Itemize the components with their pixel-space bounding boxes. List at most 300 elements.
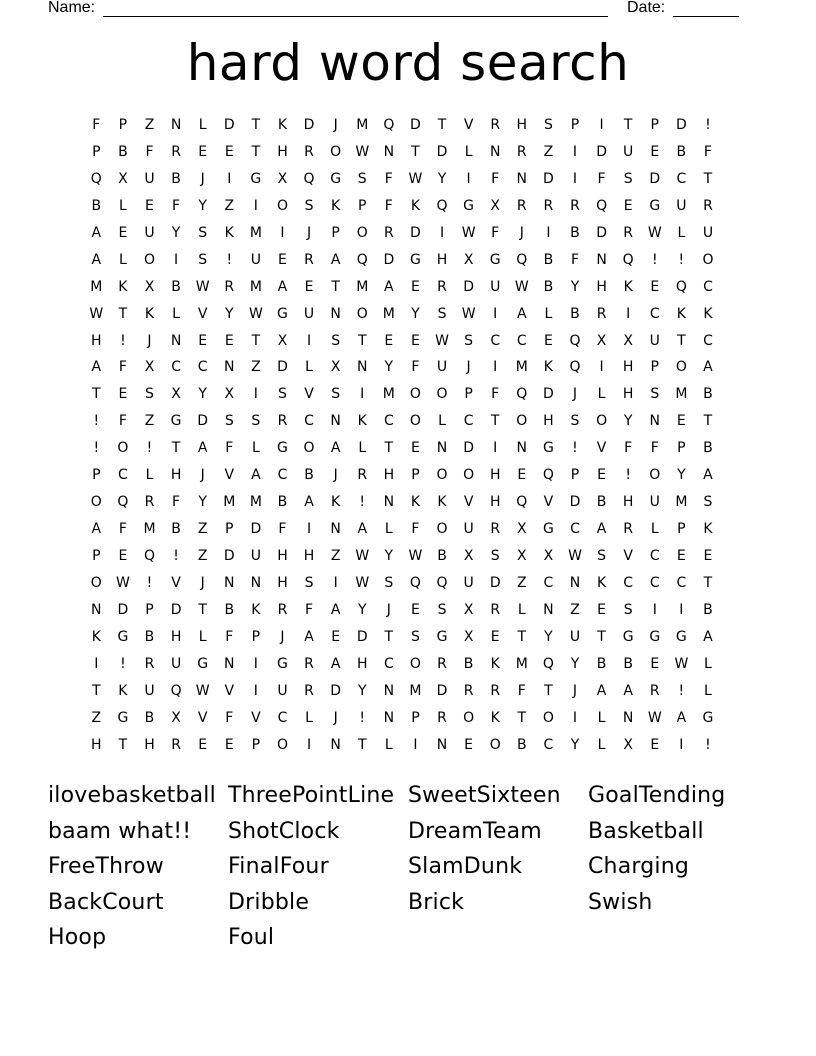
grid-cell: H	[383, 467, 395, 484]
grid-cell: R	[703, 197, 713, 214]
grid-cell: U	[436, 359, 448, 376]
grid-cell: N	[383, 494, 395, 511]
grid-cell: C	[676, 574, 687, 591]
grid-cell: S	[198, 251, 208, 268]
grid-cell: T	[544, 682, 553, 699]
grid-cell: X	[171, 709, 181, 726]
grid-cell: O	[143, 251, 155, 268]
grid-cell: O	[356, 224, 368, 241]
grid-cell: Z	[91, 709, 102, 726]
grid-row	[83, 597, 721, 624]
grid-cell: E	[118, 386, 128, 403]
date-field[interactable]	[673, 16, 739, 17]
grid-cell: A	[596, 682, 607, 699]
grid-cell: D	[170, 601, 182, 618]
grid-cell: O	[489, 736, 501, 753]
grid-cell: N	[383, 143, 395, 160]
grid-cell: I	[253, 655, 258, 672]
grid-cell: F	[225, 440, 234, 457]
grid-cell: O	[276, 197, 288, 214]
grid-cell: O	[463, 467, 475, 484]
grid-cell: W	[195, 278, 210, 295]
grid-cell: E	[650, 655, 660, 672]
grid-cell: C	[118, 467, 128, 484]
grid-cell: R	[649, 682, 660, 699]
grid-cell: O	[409, 386, 421, 403]
grid-cell: J	[572, 682, 578, 699]
grid-cell: X	[517, 548, 527, 564]
word-list	[48, 778, 808, 956]
grid-cell: P	[650, 117, 659, 133]
grid-cell: D	[675, 117, 687, 133]
word-list-item: BackCourt	[48, 889, 164, 915]
word-list-item: ThreePointLine	[228, 783, 395, 808]
grid-cell: R	[304, 682, 314, 699]
grid-cell: R	[144, 655, 155, 672]
grid-cell: K	[676, 305, 686, 322]
grid-cell: M	[356, 278, 369, 295]
page-title: hard word search	[186, 34, 630, 92]
grid-cell: K	[118, 682, 128, 699]
grid-cell: C	[383, 655, 394, 672]
grid-row	[83, 570, 721, 597]
grid-cell: A	[517, 305, 527, 322]
grid-cell: P	[92, 548, 101, 564]
grid-cell: B	[570, 305, 580, 322]
grid-cell: T	[703, 413, 713, 430]
grid-cell: H	[622, 386, 634, 403]
grid-cell: M	[409, 682, 422, 699]
grid-row	[83, 166, 721, 193]
grid-cell: Q	[170, 682, 182, 699]
grid-cell: N	[330, 305, 341, 322]
grid-cell: Y	[544, 628, 553, 645]
grid-cell: Y	[677, 467, 686, 484]
word-list-item: SweetSixteen	[408, 783, 561, 808]
grid-cell: T	[357, 332, 367, 349]
grid-cell: U	[144, 170, 155, 187]
grid-cell: L	[384, 521, 393, 538]
grid-cell: W	[435, 332, 449, 349]
grid-cell: U	[277, 682, 288, 699]
grid-cell: O	[409, 413, 421, 430]
grid-cell: I	[306, 332, 312, 349]
grid-cell: A	[91, 359, 102, 376]
grid-cell: W	[115, 574, 130, 591]
grid-cell: P	[677, 440, 686, 457]
grid-cell: D	[649, 170, 661, 187]
grid-cell: U	[463, 521, 474, 538]
word-list-item: Hoop	[48, 925, 107, 951]
grid-cell: I	[493, 359, 498, 376]
grid-cell: C	[676, 170, 687, 187]
grid-cell: N	[436, 440, 448, 457]
grid-cell: Q	[542, 467, 554, 484]
grid-cell: Y	[384, 548, 394, 564]
grid-cell: Y	[198, 197, 207, 214]
grid-cell: C	[277, 467, 288, 484]
grid-cell: V	[197, 305, 208, 322]
grid-cell: B	[144, 709, 155, 726]
grid-cell: B	[703, 601, 713, 618]
grid-row	[83, 732, 721, 759]
grid-cell: !	[705, 736, 711, 753]
grid-cell: W	[355, 574, 370, 591]
grid-cell: P	[92, 467, 101, 484]
grid-cell: H	[91, 736, 102, 753]
grid-row	[83, 247, 721, 274]
grid-cell: L	[464, 143, 473, 160]
grid-cell: T	[703, 170, 713, 187]
grid-cell: I	[546, 224, 551, 241]
grid-cell: K	[703, 305, 713, 322]
grid-cell: G	[649, 197, 661, 214]
grid-cell: N	[516, 170, 528, 187]
grid-cell: S	[543, 117, 553, 133]
grid-cell: N	[330, 521, 341, 538]
grid-cell: T	[118, 736, 128, 753]
grid-cell: V	[623, 548, 633, 564]
grid-cell: D	[436, 682, 448, 699]
grid-cell: L	[305, 709, 313, 726]
grid-cell: A	[384, 278, 394, 295]
grid-cell: O	[436, 386, 448, 403]
grid-cell: Q	[117, 494, 129, 511]
word-list-item: DreamTeam	[408, 818, 542, 844]
grid-cell: S	[464, 332, 474, 349]
grid-cell: C	[703, 332, 713, 349]
grid-cell: K	[410, 494, 421, 511]
grid-cell: X	[463, 548, 474, 564]
grid-cell: A	[197, 440, 208, 457]
grid-row	[83, 624, 721, 651]
grid-cell: H	[303, 548, 315, 564]
grid-cell: V	[197, 709, 208, 726]
grid-cell: C	[490, 332, 501, 349]
grid-cell: A	[91, 251, 102, 268]
grid-cell: E	[703, 548, 713, 564]
grid-cell: P	[358, 197, 367, 214]
grid-cell: J	[147, 332, 152, 349]
grid-cell: J	[333, 709, 338, 726]
grid-cell: Y	[198, 494, 207, 511]
grid-cell: !	[173, 548, 179, 564]
grid-cell: B	[144, 628, 155, 645]
grid-cell: C	[171, 359, 181, 376]
grid-cell: N	[330, 736, 341, 753]
grid-cell: C	[197, 359, 208, 376]
grid-cell: H	[489, 467, 501, 484]
grid-cell: !	[146, 574, 153, 591]
grid-cell: R	[623, 521, 634, 538]
grid-cell: G	[277, 305, 288, 322]
grid-cell: B	[171, 170, 181, 187]
grid-cell: R	[516, 143, 527, 160]
grid-cell: F	[118, 521, 127, 538]
grid-cell: P	[677, 521, 686, 538]
grid-cell: N	[170, 332, 182, 349]
grid-cell: T	[331, 278, 340, 295]
grid-cell: R	[277, 413, 288, 430]
grid-cell: R	[171, 143, 181, 160]
grid-cell: E	[331, 628, 341, 645]
grid-cell: R	[490, 521, 501, 538]
grid-cell: J	[333, 117, 338, 133]
grid-cell: B	[463, 655, 474, 672]
grid-cell: K	[543, 359, 553, 376]
grid-cell: S	[357, 170, 367, 187]
grid-cell: T	[411, 143, 420, 160]
grid-cell: !	[120, 332, 126, 349]
grid-cell: D	[410, 224, 421, 241]
grid-cell: E	[224, 736, 234, 753]
grid-cell: D	[543, 386, 554, 403]
grid-cell: P	[570, 467, 580, 484]
grid-cell: L	[597, 736, 606, 753]
grid-cell: I	[174, 251, 179, 268]
grid-cell: V	[304, 386, 314, 403]
grid-cell: D	[463, 278, 474, 295]
grid-cell: !	[120, 655, 126, 672]
grid-cell: R	[437, 655, 447, 672]
grid-cell: S	[410, 628, 420, 645]
word-list-item: baam what!!	[48, 818, 192, 844]
grid-cell: E	[623, 197, 633, 214]
grid-cell: S	[623, 601, 633, 618]
grid-cell: Y	[437, 170, 447, 187]
grid-cell: U	[649, 332, 660, 349]
grid-cell: B	[703, 440, 713, 457]
grid-cell: F	[624, 440, 633, 457]
grid-cell: E	[118, 224, 128, 241]
grid-cell: S	[437, 305, 447, 322]
grid-cell: D	[543, 170, 554, 187]
grid-cell: S	[251, 413, 261, 430]
grid-cell: E	[676, 548, 686, 564]
grid-cell: V	[596, 440, 607, 457]
grid-cell: K	[91, 628, 101, 645]
grid-cell: N	[356, 359, 368, 376]
grid-cell: V	[224, 682, 235, 699]
grid-cell: A	[357, 521, 368, 538]
grid-cell: X	[463, 628, 474, 645]
grid-cell: H	[516, 117, 528, 133]
grid-cell: A	[277, 278, 288, 295]
grid-cell: D	[277, 359, 288, 376]
grid-cell: I	[280, 224, 285, 241]
grid-cell: J	[306, 224, 312, 241]
grid-cell: T	[384, 440, 394, 457]
grid-cell: C	[570, 521, 580, 538]
grid-cell: D	[436, 143, 448, 160]
grid-row	[83, 220, 721, 247]
grid-cell: Z	[543, 143, 554, 160]
grid-row	[83, 193, 721, 220]
grid-cell: S	[703, 494, 713, 511]
grid-cell: C	[623, 574, 634, 591]
grid-cell: E	[410, 278, 420, 295]
grid-cell: A	[676, 709, 687, 726]
grid-cell: O	[117, 440, 129, 457]
grid-cell: X	[144, 278, 155, 295]
grid-cell: O	[463, 709, 475, 726]
grid-cell: J	[466, 359, 471, 376]
grid-cell: E	[490, 628, 500, 645]
grid-cell: I	[466, 170, 471, 187]
grid-cell: E	[410, 332, 420, 349]
grid-cell: U	[303, 305, 315, 322]
grid-cell: T	[118, 305, 128, 322]
grid-cell: L	[704, 655, 712, 672]
grid-cell: K	[437, 494, 447, 511]
grid-cell: S	[570, 413, 580, 430]
grid-cell: M	[675, 494, 688, 511]
grid-cell: L	[145, 467, 154, 484]
grid-cell: S	[650, 386, 660, 403]
grid-cell: R	[383, 224, 394, 241]
grid-cell: F	[411, 359, 420, 376]
grid-cell: E	[464, 736, 474, 753]
grid-cell: K	[357, 413, 367, 430]
grid-cell: O	[330, 143, 342, 160]
grid-cell: C	[543, 574, 554, 591]
grid-cell: B	[171, 278, 181, 295]
grid-cell: A	[91, 521, 102, 538]
grid-cell: R	[171, 736, 181, 753]
grid-cell: F	[517, 682, 526, 699]
grid-cell: E	[145, 197, 154, 214]
grid-cell: C	[277, 709, 288, 726]
grid-cell: F	[491, 224, 500, 241]
grid-cell: E	[650, 143, 660, 160]
grid-cell: P	[650, 359, 659, 376]
grid-cell: J	[333, 467, 338, 484]
grid-row	[83, 462, 721, 489]
grid-cell: W	[461, 305, 476, 322]
grid-cell: G	[489, 251, 501, 268]
grid-cell: D	[410, 117, 421, 133]
grid-cell: X	[171, 386, 181, 403]
grid-cell: I	[253, 682, 258, 699]
grid-cell: I	[572, 709, 578, 726]
grid-cell: Y	[224, 305, 234, 322]
grid-cell: N	[516, 440, 528, 457]
grid-cell: A	[304, 628, 314, 645]
grid-cell: A	[330, 251, 341, 268]
grid-cell: Q	[542, 655, 554, 672]
grid-cell: E	[118, 548, 128, 564]
grid-cell: S	[304, 197, 314, 214]
grid-cell: D	[596, 143, 607, 160]
grid-cell: S	[384, 574, 394, 591]
grid-cell: M	[675, 386, 688, 403]
grid-cell: E	[198, 332, 208, 349]
grid-cell: P	[570, 117, 580, 133]
grid-cell: X	[224, 386, 235, 403]
grid-cell: T	[703, 574, 713, 591]
grid-cell: E	[278, 251, 287, 268]
grid-row	[83, 354, 721, 381]
grid-row	[83, 328, 721, 355]
grid-cell: F	[118, 413, 127, 430]
grid-cell: M	[515, 655, 528, 672]
grid-cell: D	[596, 224, 607, 241]
grid-cell: I	[333, 574, 338, 591]
grid-cell: J	[200, 467, 205, 484]
grid-cell: K	[331, 494, 341, 511]
grid-cell: L	[597, 709, 606, 726]
grid-cell: I	[493, 440, 498, 457]
grid-cell: L	[650, 521, 659, 538]
grid-cell: P	[251, 736, 261, 753]
grid-cell: E	[198, 143, 208, 160]
grid-cell: Z	[224, 197, 235, 214]
grid-cell: E	[676, 413, 686, 430]
grid-cell: P	[251, 628, 261, 645]
grid-cell: A	[304, 494, 314, 511]
grid-cell: O	[436, 521, 448, 538]
grid-cell: !	[572, 440, 578, 457]
grid-cell: N	[383, 682, 395, 699]
grid-cell: F	[384, 197, 393, 214]
grid-cell: !	[678, 682, 685, 699]
grid-cell: X	[330, 359, 341, 376]
name-field[interactable]	[103, 16, 608, 17]
grid-cell: X	[144, 359, 155, 376]
grid-cell: A	[330, 601, 341, 618]
grid-cell: T	[597, 628, 606, 645]
grid-cell: !	[93, 413, 100, 430]
grid-cell: D	[463, 440, 474, 457]
grid-cell: R	[596, 305, 607, 322]
grid-cell: T	[251, 117, 261, 133]
grid-cell: B	[623, 655, 633, 672]
grid-cell: X	[463, 601, 474, 618]
grid-row	[83, 516, 721, 543]
grid-cell: U	[702, 224, 714, 241]
grid-cell: X	[517, 521, 527, 538]
grid-cell: X	[118, 170, 128, 187]
grid-cell: V	[224, 467, 235, 484]
grid-cell: W	[248, 305, 263, 322]
grid-cell: O	[649, 467, 661, 484]
grid-cell: M	[515, 359, 528, 376]
grid-cell: D	[569, 494, 581, 511]
grid-cell: O	[675, 359, 687, 376]
grid-cell: B	[437, 548, 447, 564]
grid-cell: Y	[384, 359, 394, 376]
grid-cell: C	[649, 305, 660, 322]
grid-cell: F	[597, 170, 606, 187]
grid-cell: B	[543, 251, 554, 268]
grid-cell: R	[463, 682, 474, 699]
grid-cell: U	[144, 682, 155, 699]
grid-cell: H	[596, 278, 607, 295]
grid-row	[83, 301, 721, 328]
grid-cell: H	[277, 574, 288, 591]
grid-cell: Q	[356, 251, 368, 268]
grid-cell: K	[118, 278, 128, 295]
grid-cell: H	[543, 413, 554, 430]
grid-cell: !	[705, 117, 711, 133]
grid-cell: G	[542, 521, 554, 538]
grid-cell: E	[304, 278, 314, 295]
grid-cell: Z	[144, 413, 155, 430]
grid-cell: N	[489, 143, 501, 160]
grid-cell: S	[331, 386, 341, 403]
grid-cell: M	[143, 521, 156, 538]
grid-cell: U	[676, 197, 687, 214]
